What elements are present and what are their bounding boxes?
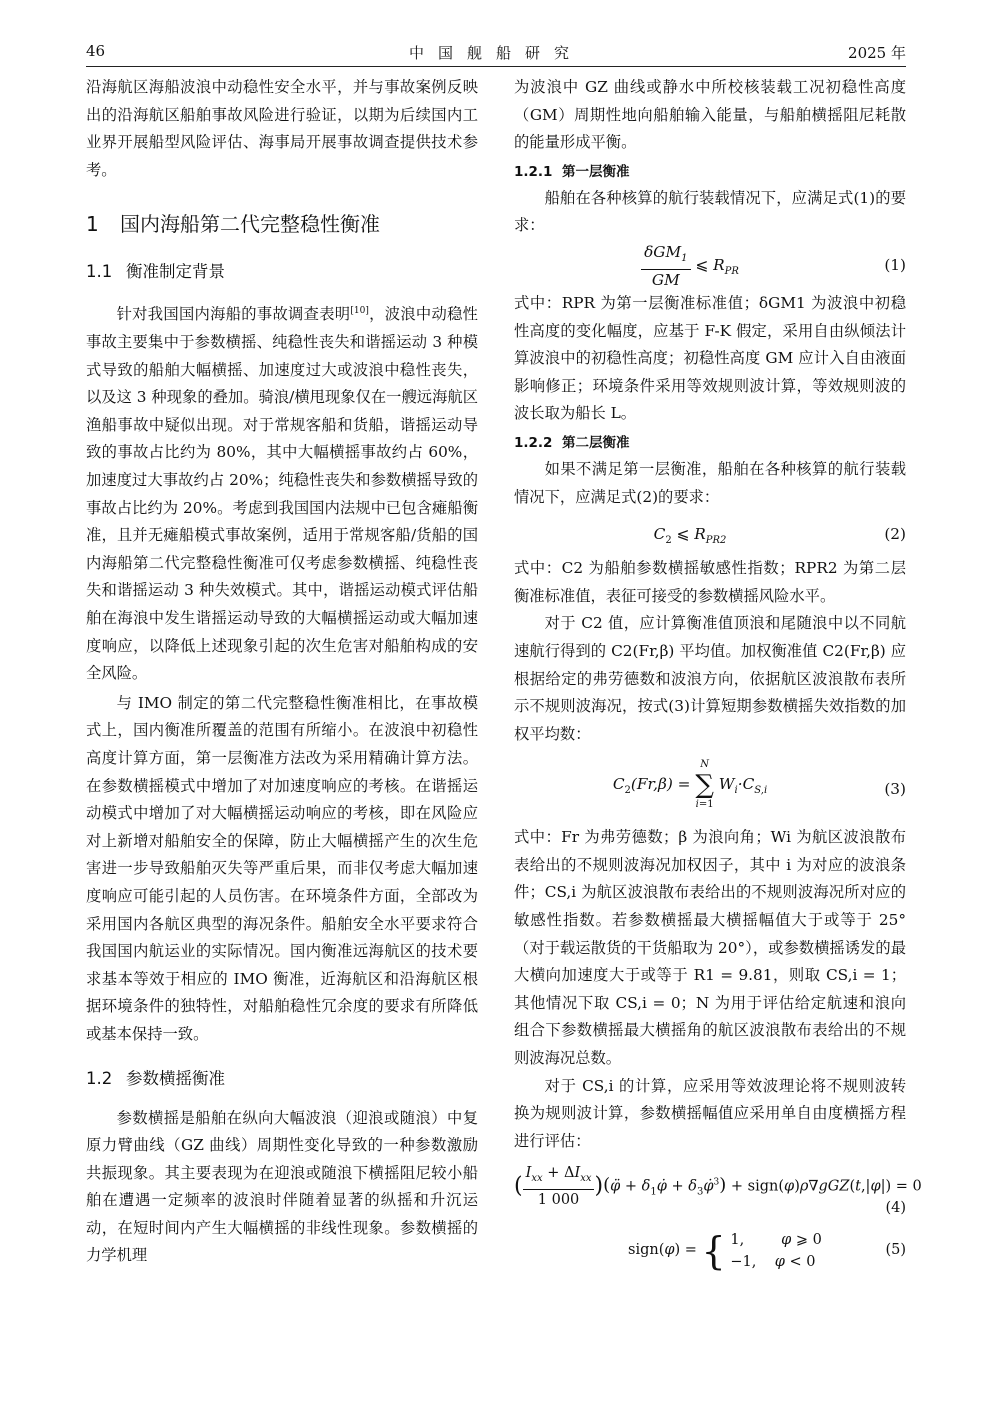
subsection-heading	[86, 260, 478, 284]
equation-number: (4)	[885, 1200, 906, 1217]
subsection-title: 衡准制定背景	[126, 262, 225, 282]
section-number: 1	[86, 212, 99, 237]
citation: [10]	[350, 306, 369, 317]
header-rule	[86, 66, 906, 67]
left-column	[86, 74, 478, 1270]
subsubsection-heading	[514, 159, 906, 185]
subsection-number: 1.1	[86, 262, 113, 282]
equation-body: sign(φ) = { 1, φ ⩾ 0 −1, φ < 0	[628, 1229, 822, 1274]
paragraph-text: 针对我国国内海船的事故调查表明	[116, 305, 351, 324]
section-title: 国内海船第二代完整稳性衡准	[120, 212, 380, 237]
right-column	[514, 74, 922, 1275]
paragraph: 为波浪中 GZ 曲线或静水中所校核装载工况初稳性高度（GM）周期性地向船舶输入能量，与船舶横摇阻尼耗散的能量形成平衡。	[514, 78, 906, 152]
paragraph: 船舶在各种核算的航行装载情况下，应满足式(1)的要求：	[514, 188, 906, 235]
page-header	[86, 42, 906, 64]
equation-number: (2)	[884, 525, 906, 544]
paragraph: 如果不满足第一层衡准，船舶在各种核算的航行装载情况下，应满足式(2)的要求：	[514, 459, 906, 506]
paragraph: 式中：C2 为船舶参数横摇敏感性指数；RPR2 为第二层衡准标准值，表征可接受的参数横摇风险水平。	[514, 559, 906, 605]
publication-year: 2025 年	[848, 44, 906, 62]
journal-title: 中国舰船研究	[408, 44, 583, 62]
paragraph: 对于 C2 值，应计算衡准值顶浪和尾随浪中以不同航速航行得到的 C2(Fr,β) 平均值。加权衡准值 C2(Fr,β) 应根据给定的弗劳德数和波浪方向，依据航区波浪散布表所示不规则波海况，按式(3)计算短期参数横摇失效指数的加权平均数：	[514, 614, 906, 743]
subsection-heading	[86, 1067, 478, 1091]
paragraph: 与 IMO 制定的第二代完整稳性衡准相比，在事故模式上，国内衡准所覆盖的范围有所缩小。在波浪中初稳性高度计算方面，第一层衡准方法改为采用精确计算方法。在参数横摇模式中增加了对加速度响应的考核。在谐摇运动模式中增加了对大幅横摇运动响应的考核，即在风险应对上新增对船舶安全的保障，防止大幅横摇产生的次生危害进一步导致船舶灭失等严重后果，而非仅考虑大幅加速度响应可能引起的人员伤害。在环境条件方面，全部改为采用国内各航区典型的海况条件。船舶安全水平要求符合我国国内航运业的实际情况。国内衡准远海航区的技术要求基本等效于相应的 IMO 衡准，近海航区和沿海航区根据环境条件的独特性，对船舶稳性冗余度的要求有所降低或基本保持一致。	[86, 693, 478, 1043]
subsection-title: 参数横摇衡准	[126, 1068, 225, 1088]
equation-4	[514, 1155, 922, 1223]
paragraph: 式中：RPR 为第一层衡准标准值；δGM1 为波浪中初稳性高度的变化幅度，应基于 F-K 假定，采用自由纵倾法计算波浪中的初稳性高度；初稳性高度 GM 应计入自由液面影响修正；环境条件采用等效规则波计算，等效规则波的波长取为船长 L。	[514, 293, 906, 423]
paragraph: 对于 CS,i 的计算，应采用等效波理论将不规则波转换为规则波计算，参数横摇幅值应采用单自由度横摇方程进行评估：	[514, 1076, 906, 1150]
subsection-number: 1.2	[86, 1068, 113, 1088]
paragraph-text: ，波浪中动稳性事故主要集中于参数横摇、纯稳性丧失和谐摇运动 3 种模式导致的船舶大幅横摇、加速度过大或波浪中稳性丧失，以及这 3 种现象的叠加。骑浪/横甩现象仅在一艘远海航区渔船事故中疑似出现。对于常规客船和货船，谐摇运动导致的事故占比约为 80%，其中大幅横摇事故约占 60%，加速度过大事故约占 20%；纯稳性丧失和参数横摇导致的事故占比约为 20%。考虑到我国国内法规中已包含瘫船衡准，且并无瘫船模式事故案例，适用于常规客船/货船的国内海船第二代完整稳性衡准可仅考虑参数横摇、纯稳性丧失和谐摇运动 3 种失效模式。其中，谐摇运动模式评估船舶在海浪中发生谐摇运动导致的大幅横摇运动或大幅加速度响应，以降低上述现象引起的次生危害对船舶构成的安全风险。	[86, 305, 478, 683]
summation: N ∑ i=1	[695, 759, 714, 811]
equation-number: (3)	[884, 780, 906, 799]
equation-3	[514, 748, 906, 824]
section-heading	[86, 210, 478, 238]
fraction	[641, 242, 690, 290]
equation-body: ( $\frac{I_{xx} + \Delta I_{xx}}{1 000}$ )(φ̈ + $\delta_1\varphi̇$ + $\delta_3\varphi̇^3$) + sign(φ)ρ∇gGZ(t,|φ|) = 0	[514, 1165, 922, 1209]
equation-body: $C_2$ ⩽ $R_{PR2}$	[653, 525, 727, 547]
page-number: 46	[86, 42, 106, 60]
subsubsection-title: 第一层衡准	[562, 163, 630, 180]
equation-number: (5)	[885, 1242, 906, 1259]
subsubsection-number: 1.2.2	[514, 434, 553, 451]
equation-body: $\frac{\delta GM_1}{GM}$ ⩽ $R_{PR}$	[514, 242, 866, 290]
equation-2	[514, 511, 906, 555]
numerator: δGM$_1$	[641, 242, 690, 270]
equation-1	[514, 240, 906, 290]
paragraph: 参数横摇是船舶在纵向大幅波浪（迎浪或随浪）中复原力臂曲线（GZ 曲线）周期性变化导致的一种参数激励共振现象。其主要表现为在迎浪或随浪下横摇阻尼较小船舶在遭遇一定频率的波浪时伴随着显著的纵摇和升沉运动，在短时间内产生大幅横摇的非线性现象。参数横摇的力学机理	[86, 1108, 478, 1265]
paragraph: 沿海航区海船波浪中动稳性安全水平，并与事故案例反映出的沿海航区船舶事故风险进行验证，以期为后续国内工业界开展船型风险评估、海事局开展事故调查提供技术参考。	[86, 78, 478, 179]
subsubsection-heading	[514, 430, 906, 456]
subsubsection-number: 1.2.1	[514, 163, 553, 180]
denominator: GM	[651, 271, 680, 290]
equation-body: $C_2(Fr,\beta)$ = N ∑ i=1 $W_i\cdot C_{S,i}$	[612, 759, 768, 811]
subsubsection-title: 第二层衡准	[562, 434, 630, 451]
equation-number: (1)	[884, 255, 906, 274]
paragraph	[86, 298, 478, 687]
equation-5	[514, 1223, 906, 1275]
paragraph: 式中：Fr 为弗劳德数；β 为浪向角；Wi 为航区波浪散布表给出的不规则波海况加权因子，其中 i 为对应的波浪条件；CS,i 为航区波浪散布表给出的不规则波海况所对应的敏感性指数。若参数横摇最大横摇幅值大于或等于 25°（对于载运散货的干货船取为 20°），或参数横摇诱发的最大横向加速度大于或等于 R1 = 9.81，则取 CS,i = 1；其他情况下取 CS,i = 0；N 为用于评估给定航速和浪向组合下参数横摇最大横摇角的航区波浪散布表给出的不规则波海况总数。	[514, 828, 906, 1068]
fraction: $\frac{I_{xx} + \Delta I_{xx}}{1 000}$	[523, 1163, 595, 1210]
